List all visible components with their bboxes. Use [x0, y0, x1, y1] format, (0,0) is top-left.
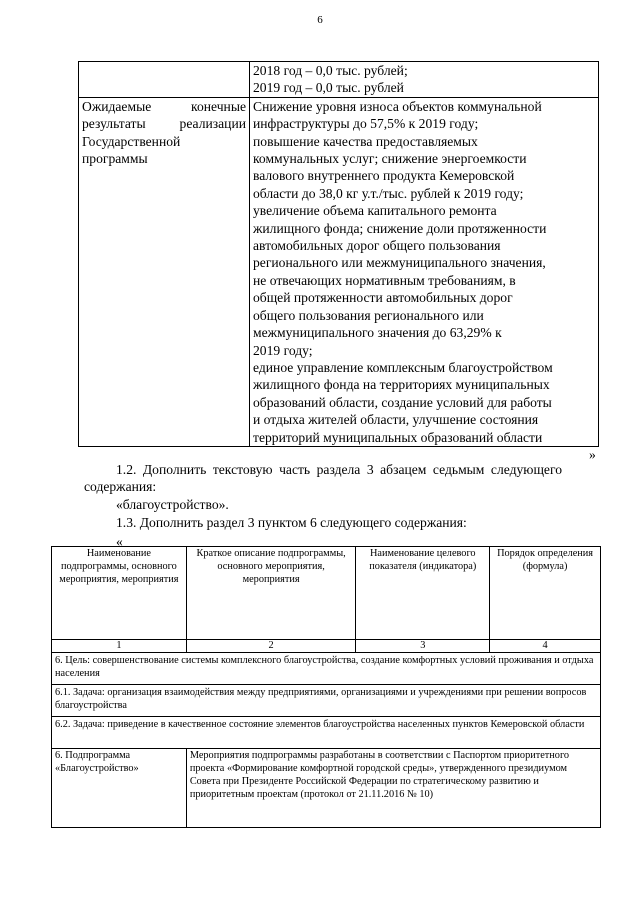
header-cell-description: Краткое описание подпрограммы, основного мероприятия, мероприятия	[186, 547, 356, 640]
header-cell-indicator: Наименование целевого показателя (индикатора)	[356, 547, 490, 640]
result-line: единое управление комплексным благоустройством	[253, 359, 553, 375]
subprogram-name: 6. Подпрограмма «Благоустройство»	[52, 749, 187, 828]
goal-row	[52, 653, 601, 685]
task-cell-6-1: 6.1. Задача: организация взаимодействия между предприятиями, организациями и учреждениями при решении вопросов благоустройства	[52, 685, 601, 717]
result-line: не отвечающих нормативным требованиям, в	[253, 272, 516, 288]
passport-table	[78, 61, 599, 447]
result-line: автомобильных дорог общего пользования	[253, 238, 501, 254]
column-number: 4	[490, 640, 601, 653]
indicator-table	[51, 546, 601, 828]
header-cell-name: Наименование подпрограммы, основного мероприятия, мероприятия	[52, 547, 187, 640]
page-number: 6	[317, 14, 323, 26]
result-line: территорий муниципальных образований области	[253, 429, 543, 445]
result-line: образований области, создание условий для работы	[253, 394, 552, 410]
opening-quote: «	[116, 534, 123, 549]
result-line: и отдыха жителей области, улучшение состояния	[253, 412, 539, 428]
result-line: инфраструктуры до 57,5% к 2019 году;	[253, 116, 479, 132]
task-cell-6-2: 6.2. Задача: приведение в качественное состояние элементов благоустройства населенных пунктов Кемеровской области	[52, 717, 601, 749]
finance-values-cell	[250, 62, 599, 98]
result-line: общей протяженности автомобильных дорог	[253, 290, 513, 306]
column-number: 1	[52, 640, 187, 653]
result-line: коммунальных услуг; снижение энергоемкости	[253, 151, 527, 167]
expected-results-row	[79, 97, 599, 446]
result-line: области до 38,0 кг у.т./тыс. рублей к 2019 году;	[253, 185, 524, 201]
expected-results-label: Ожидаемые конечные результаты реализации Государственной программы	[79, 97, 250, 446]
result-line: 2019 году;	[253, 342, 313, 358]
paragraph-1-3: 1.3. Дополнить раздел 3 пунктом 6 следующего содержания:	[116, 515, 467, 530]
result-line: валового внутреннего продукта Кемеровской	[253, 168, 515, 184]
header-cell-formula: Порядок определения (формула)	[490, 547, 601, 640]
subprogram-row	[52, 749, 601, 828]
result-line: межмуниципального значения до 63,29% к	[253, 325, 502, 341]
column-number: 3	[356, 640, 490, 653]
column-number: 2	[186, 640, 356, 653]
paragraph-1-2: 1.2. Дополнить текстовую часть раздела 3 абзацем седьмым следующего содержания:	[84, 462, 562, 494]
task-row	[52, 685, 601, 717]
result-line: увеличение объема капитального ремонта	[253, 203, 497, 219]
column-number-row	[52, 640, 601, 653]
finance-line-2018: 2018 год – 0,0 тыс. рублей;	[253, 63, 408, 78]
result-line: Снижение уровня износа объектов коммунальной	[253, 98, 542, 114]
result-line: повышение качества предоставляемых	[253, 133, 478, 149]
expected-results-text	[250, 97, 599, 446]
subprogram-description: Мероприятия подпрограммы разработаны в соответствии с Паспортом приоритетного проекта «Формирование комфортной городской среды», утвержденного президиумом Совета при Президенте Российской Федерации по стратегическому развитию и приоритетным проектам (протокол от 21.11.2016 № 10)	[186, 749, 600, 828]
paragraph-1-2-quote: «благоустройство».	[116, 497, 229, 512]
header-row	[52, 547, 601, 640]
closing-quote: »	[589, 447, 596, 462]
task-row	[52, 717, 601, 749]
result-line: регионального или межмуниципального значения,	[253, 255, 546, 271]
goal-cell: 6. Цель: совершенствование системы комплексного благоустройства, создание комфортных условий проживания и отдыха населения	[52, 653, 601, 685]
result-line: жилищного фонда на территориях муниципальных	[253, 377, 550, 393]
result-line: общего пользования регионального или	[253, 307, 484, 323]
finance-line-2019: 2019 год – 0,0 тыс. рублей	[253, 80, 404, 96]
finance-label-cell	[79, 62, 250, 98]
result-line: жилищного фонда; снижение доли протяженности	[253, 220, 547, 236]
finance-row	[79, 62, 599, 98]
